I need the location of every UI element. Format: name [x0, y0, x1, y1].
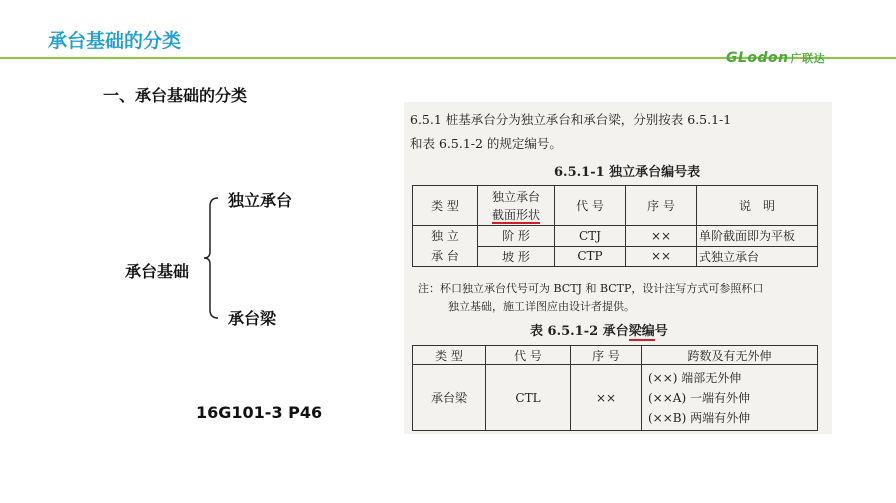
- t1-shape: 坡 形: [478, 246, 555, 267]
- table1-note-1: 注：杯口独立承台代号可为 BCTJ 和 BCTP，设计注写方式可参照杯口: [418, 282, 764, 295]
- t2-caption-suffix: 号: [654, 324, 668, 339]
- table2-caption: [530, 320, 668, 339]
- t1-code: CTP: [555, 246, 626, 267]
- t1-desc: 单阶截面即为平板: [697, 226, 818, 247]
- t1-seq: ××: [626, 246, 697, 267]
- t2-type: 承台梁: [413, 365, 486, 431]
- table-1: [412, 185, 818, 267]
- t2-option: (××) 端部无外伸: [648, 370, 742, 385]
- reference-text: 16G101-3 P46: [196, 403, 323, 422]
- t2-caption-prefix: 表 6.5.1-2 承台: [530, 324, 629, 339]
- t1-header-shape: [478, 186, 555, 226]
- t2-header-span: 跨数及有无外伸: [642, 346, 818, 365]
- t2-header-seq: 序 号: [571, 346, 642, 365]
- t2-seq: ××: [571, 365, 642, 431]
- para-line-1: 6.5.1 桩基承台分为独立承台和承台梁，分别按表 6.5.1-1: [410, 112, 732, 127]
- spec-document-image: [404, 102, 832, 434]
- tree-child-top: 独立承台: [228, 191, 293, 210]
- t1-seq: ××: [626, 226, 697, 247]
- t1-header-shape-l2: 截面形状: [491, 207, 540, 222]
- t2-header-type: 类 型: [413, 346, 486, 365]
- t1-desc: 式独立承台: [697, 246, 818, 267]
- para-line-2: 和表 6.5.1-2 的规定编号。: [410, 136, 562, 151]
- t1-header-code: 代 号: [555, 186, 626, 226]
- glodon-logo: [726, 50, 825, 66]
- page-title: 承台基础的分类: [48, 30, 182, 52]
- t1-shape: 阶 形: [478, 226, 555, 247]
- t1-header-shape-l1: 独立承台: [491, 189, 540, 204]
- tree-root: 承台基础: [125, 262, 190, 281]
- t1-code: CTJ: [555, 226, 626, 247]
- t2-caption-ul: 梁编: [628, 324, 655, 339]
- t1-type-cell: [413, 226, 478, 267]
- t1-header-seq: 序 号: [626, 186, 697, 226]
- logo-latin: GLodon: [726, 50, 789, 66]
- t1-type-l1: 独 立: [431, 229, 459, 243]
- t1-header-desc: 说 明: [697, 186, 818, 226]
- table1-note-2: 独立基础，施工详图应由设计者提供。: [448, 300, 635, 313]
- t1-type-l2: 承 台: [431, 249, 459, 263]
- table1-caption: 6.5.1-1 独立承台编号表: [554, 165, 701, 180]
- t2-options: [642, 365, 818, 431]
- t2-option: (××A) 一端有外伸: [648, 390, 750, 405]
- section-heading: 一、承台基础的分类: [103, 86, 248, 105]
- t1-header-type: 类 型: [413, 186, 478, 226]
- tree-child-bottom: 承台梁: [228, 309, 277, 328]
- logo-cn: 广联达: [790, 52, 826, 65]
- table-2: [412, 345, 818, 431]
- t2-header-code: 代 号: [486, 346, 571, 365]
- t2-option: (××B) 两端有外伸: [648, 410, 751, 425]
- t2-code: CTL: [486, 365, 571, 431]
- tree-bracket: [200, 196, 220, 322]
